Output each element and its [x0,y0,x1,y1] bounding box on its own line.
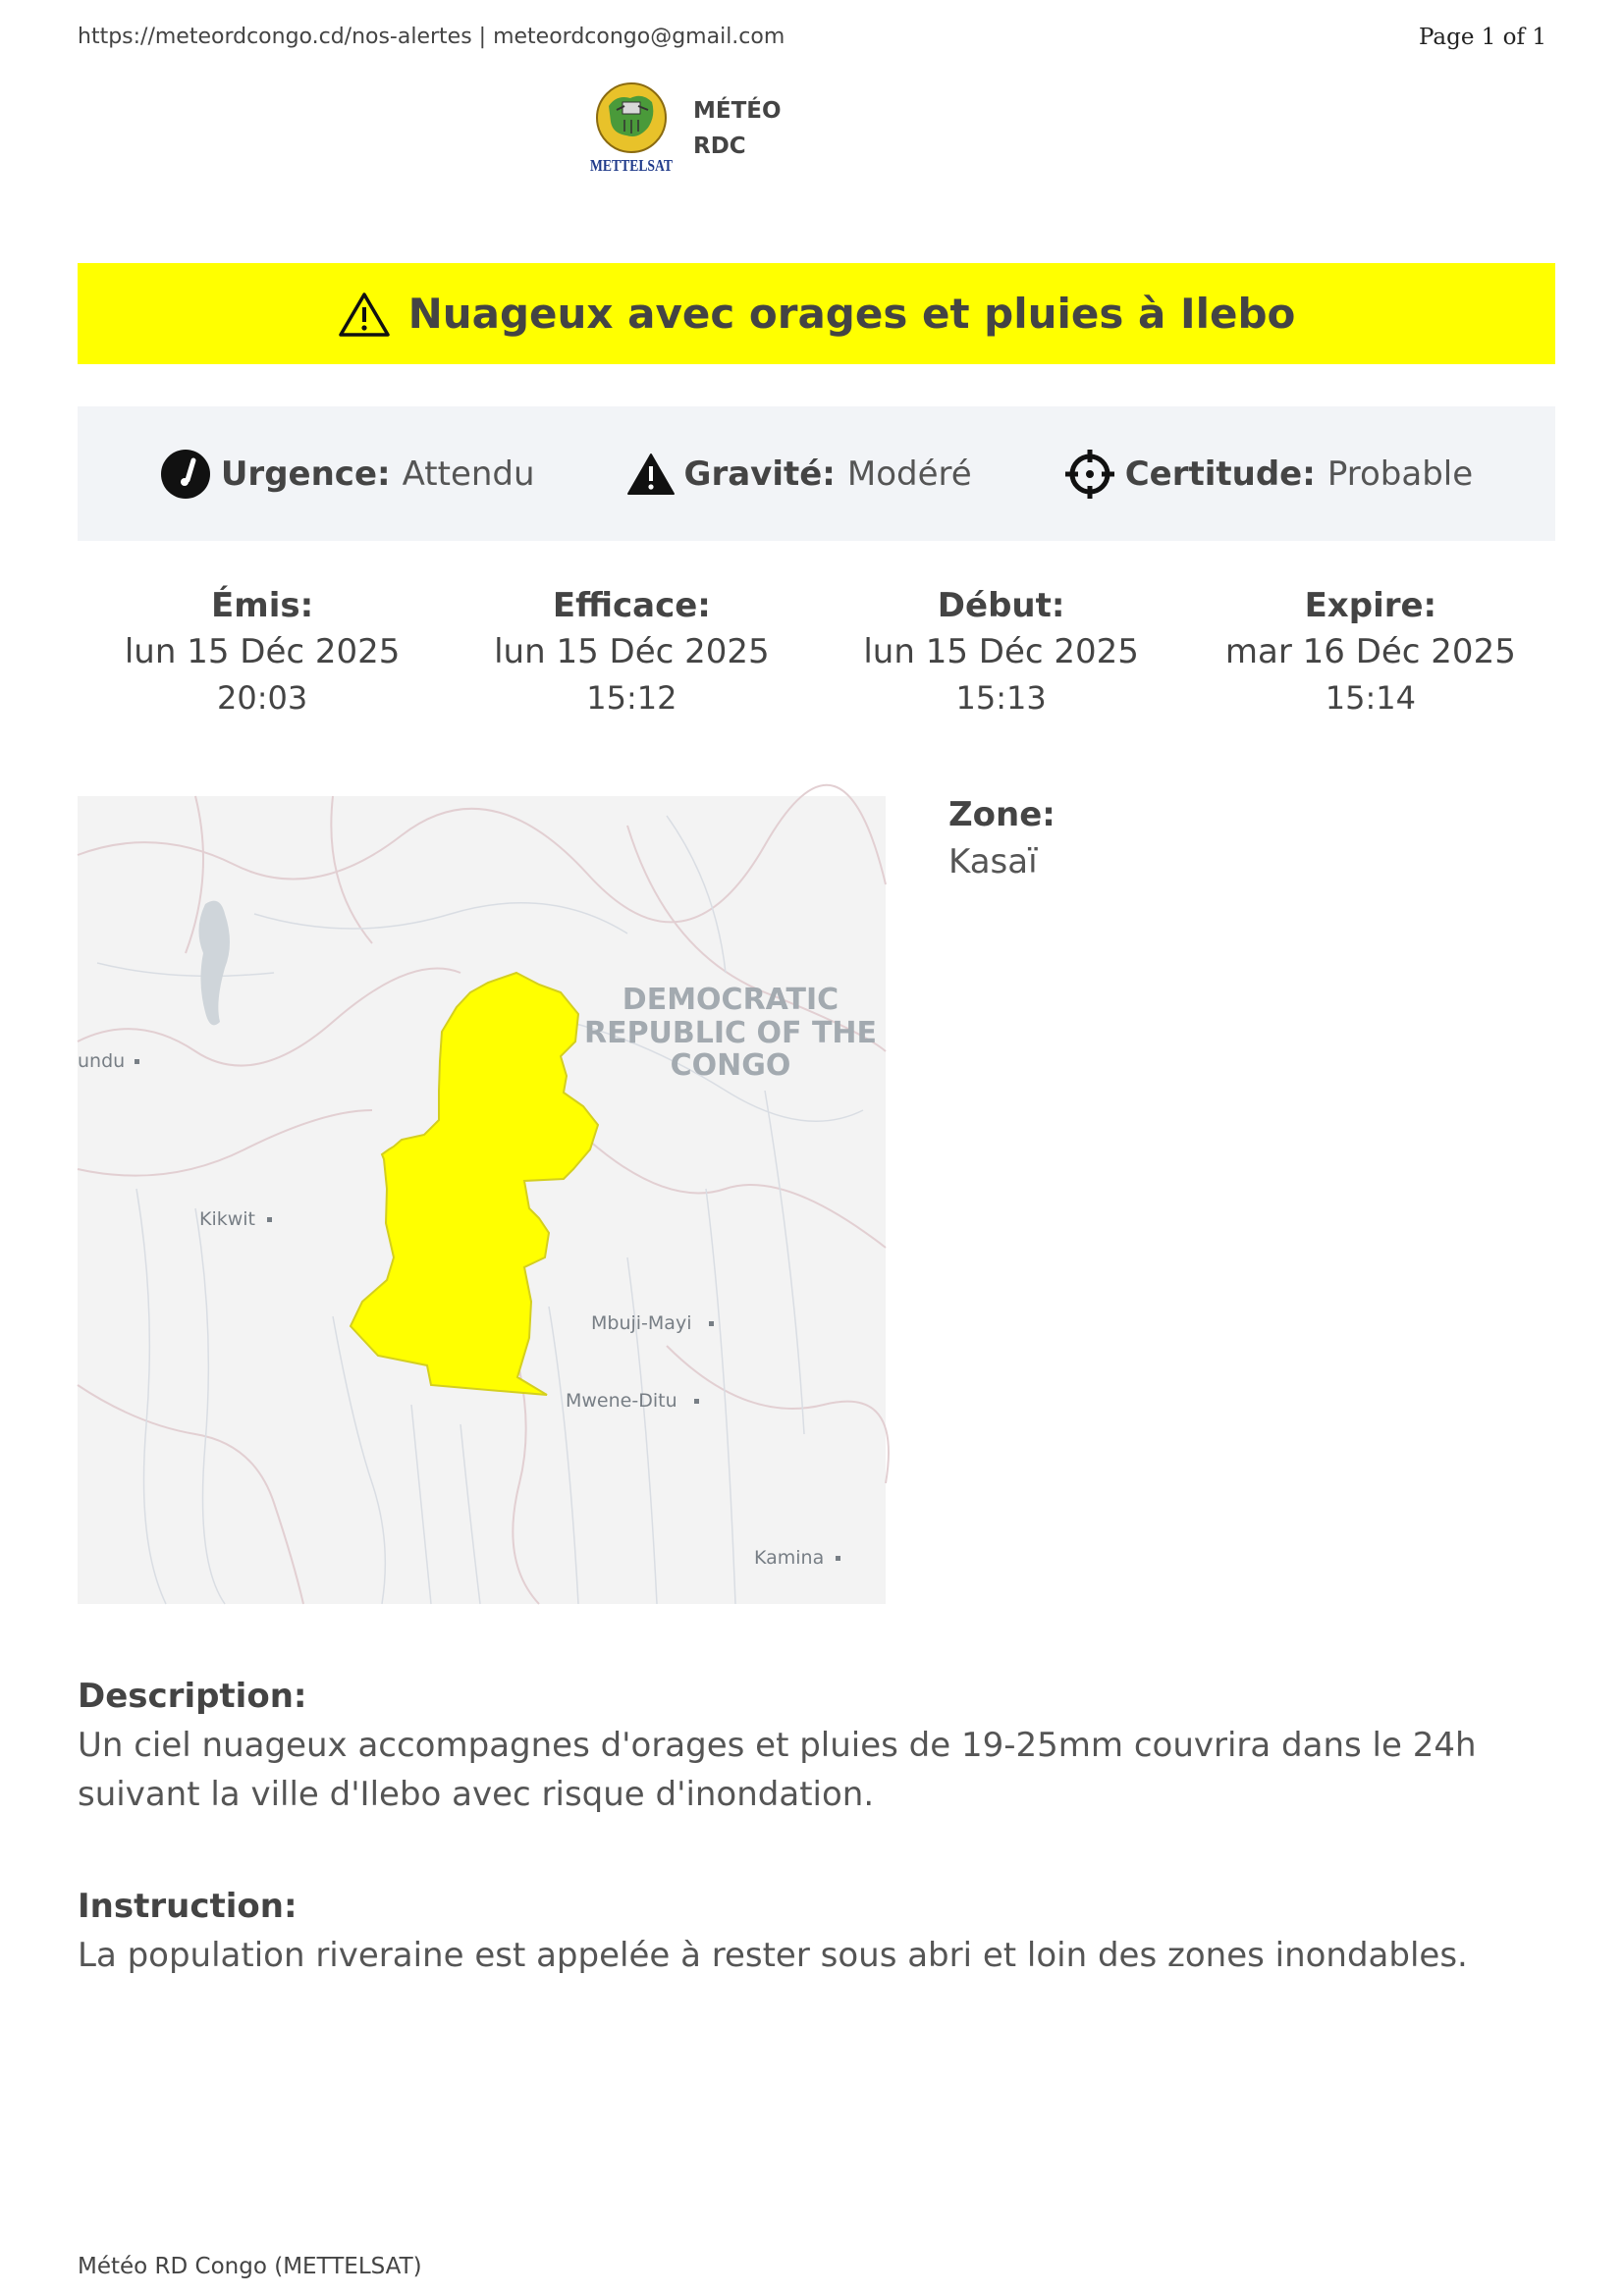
city-label: Mwene-Ditu [566,1390,677,1412]
instruction-block: Instruction: La population riveraine est appelée à rester sous abri et loin des zones inondables. [78,1887,1468,1975]
city-label: Kikwit [199,1208,256,1230]
svg-text:REPUBLIC OF THE: REPUBLIC OF THE [583,1016,878,1050]
footer: Météo RD Congo (METTELSAT) [78,2254,422,2279]
date-issued: Émis: lun 15 Déc 2025 20:03 [124,586,401,717]
brand-name: MÉTÉO RDC [693,98,782,159]
page-number: Page 1 of 1 [1418,25,1546,50]
date-effective: Efficace: lun 15 Déc 2025 15:12 [494,586,770,717]
alert-dates [78,584,1555,720]
alert-title: Nuageux avec orages et pluies à Ilebo [407,290,1296,338]
severity: Gravité: Modéré [627,453,972,496]
zone-info: Zone: Kasaï [948,795,1056,881]
urgency: Urgence: Attendu [160,449,535,500]
svg-text:CONGO: CONGO [670,1048,791,1083]
logo-wordmark: METTELSAT [590,156,674,175]
description-block: Description: Un ciel nuageux accompagnes d'orages et pluies de 19-25mm couvrira dans le 24h suivant la ville d'Ilebo avec risque d'inondation. [78,1677,1477,1814]
date-expires: Expire: mar 16 Déc 2025 15:14 [1224,586,1516,717]
city-label: Kamina [754,1547,825,1569]
alert-meta [78,406,1555,541]
gauge-icon [160,449,211,500]
alert-banner [78,263,1555,364]
warning-triangle-icon [627,453,675,496]
crosshair-icon [1064,449,1115,500]
mettelsat-logo [587,77,676,175]
warning-triangle-outline-icon [338,291,391,338]
date-onset: Début: lun 15 Déc 2025 15:13 [863,586,1139,717]
city-label: Mbuji-Mayi [591,1312,692,1334]
city-label: undu [78,1050,126,1072]
header-source: https://meteordcongo.cd/nos-alertes | meteordcongo@gmail.com [78,25,785,49]
svg-text:DEMOCRATIC: DEMOCRATIC [622,983,839,1017]
certainty: Certitude: Probable [1064,449,1473,500]
alert-map [78,796,886,1604]
